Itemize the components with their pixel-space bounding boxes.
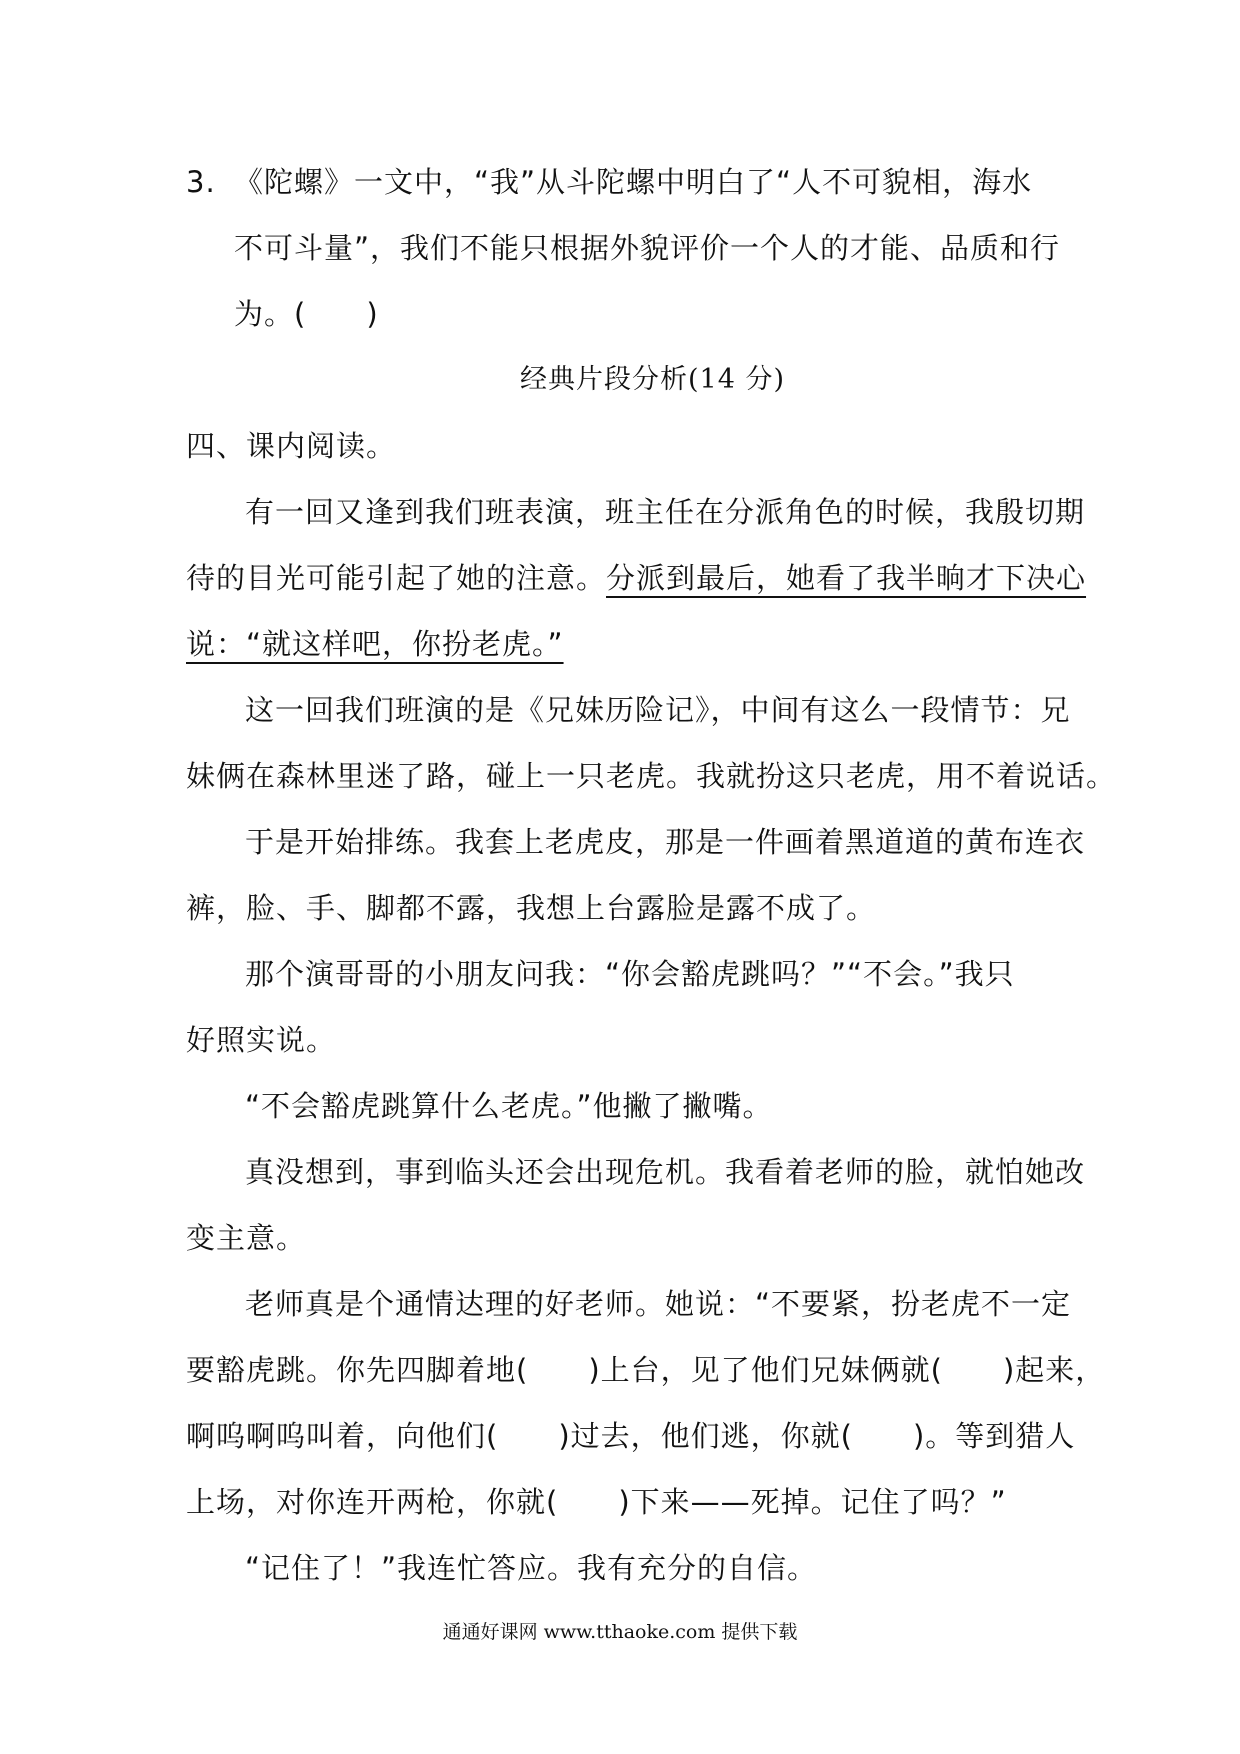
passage-line: 上场，对你连开两枪，你就( )下来——死掉。记住了吗？” [186, 1485, 1007, 1519]
underlined-sentence: 说：“就这样吧，你扮老虎。” [186, 627, 564, 661]
question-number: 3. [186, 165, 216, 199]
passage-line: 真没想到，事到临头还会出现危机。我看着老师的脸，就怕她改 [245, 1155, 1086, 1189]
passage-line: 变主意。 [186, 1221, 307, 1255]
page-footer: 通通好课网 www.tthaoke.com 提供下载 [442, 1621, 798, 1643]
question-text-line-3: 为。( ) [234, 297, 379, 331]
passage-line: 那个演哥哥的小朋友问我：“你会豁虎跳吗？”“不会。”我只 [245, 957, 1015, 991]
passage-line: 于是开始排练。我套上老虎皮，那是一件画着黑道道的黄布连衣 [245, 825, 1086, 859]
passage-text: 待的目光可能引起了她的注意。 [186, 561, 607, 595]
section-heading: 四、课内阅读。 [186, 429, 397, 463]
passage-line: “记住了！”我连忙答应。我有充分的自信。 [245, 1551, 818, 1585]
passage-line: 要豁虎跳。你先四脚着地( )上台，见了他们兄妹俩就( )起来， [186, 1353, 1106, 1387]
passage-line: 这一回我们班演的是《兄妹历险记》，中间有这么一段情节：兄 [245, 693, 1071, 727]
passage-line: 有一回又逢到我们班表演，班主任在分派角色的时候，我殷切期 [245, 495, 1086, 529]
passage-line [186, 558, 1086, 598]
passage-line: 老师真是个通情达理的好老师。她说：“不要紧，扮老虎不一定 [245, 1287, 1072, 1321]
passage-line: 裤，脸、手、脚都不露，我想上台露脸是露不成了。 [186, 891, 877, 925]
passage-line: “不会豁虎跳算什么老虎。”他撇了撇嘴。 [245, 1089, 773, 1123]
passage-line: 啊呜啊呜叫着，向他们( )过去，他们逃，你就( )。等到猎人 [186, 1419, 1076, 1453]
passage-line [186, 624, 564, 664]
question-text-line-2: 不可斗量”，我们不能只根据外貌评价一个人的才能、品质和行 [234, 231, 1061, 265]
passage-line: 妹俩在森林里迷了路，碰上一只老虎。我就扮这只老虎，用不着说话。 [186, 759, 1117, 793]
underlined-sentence: 分派到最后，她看了我半晌才下决心 [606, 561, 1087, 595]
section-title: 经典片段分析(14 分) [520, 364, 786, 395]
question-text-line-1: 《陀螺》一文中，“我”从斗陀螺中明白了“人不可貌相，海水 [234, 165, 1033, 199]
passage-line: 好照实说。 [186, 1023, 337, 1057]
